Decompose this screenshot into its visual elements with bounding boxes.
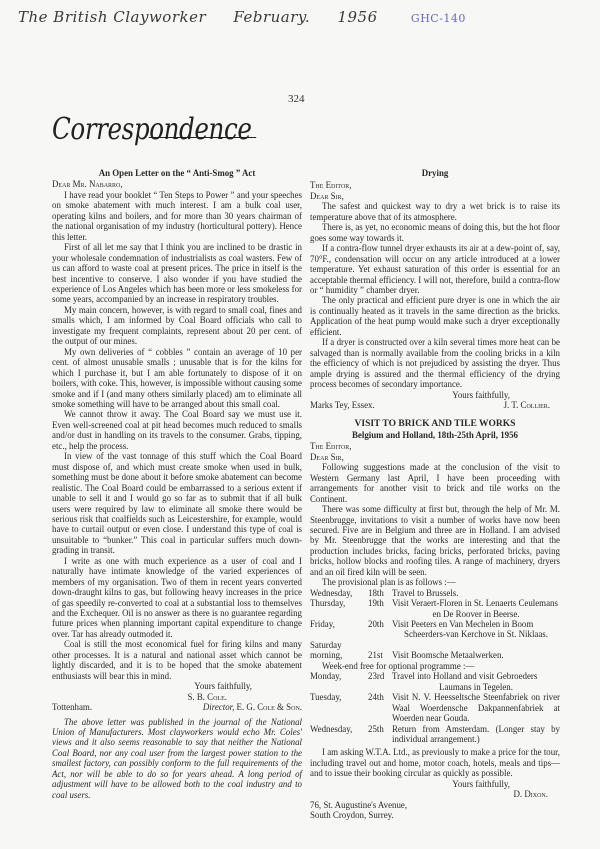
day: Wednesday, — [310, 723, 353, 734]
right-column — [310, 168, 560, 821]
handwritten-annotation — [18, 8, 488, 26]
activity — [392, 598, 560, 619]
letter3-closing: Yours faithfully, — [452, 778, 510, 789]
paragraph: I have read your booklet “ Ten Steps to Power ” and your speeches on smoke abatement with much interest. I am a bulk coal user, operating kilns and boilers, and for more than 30 years chairman of the national organisation of my industry (horticultural pottery). Hence this letter. — [52, 189, 302, 242]
letter1-place: Tottenham. — [52, 702, 93, 713]
plan-intro: The provisional plan is as follows :— — [322, 577, 456, 588]
letter3-address-line1: 76, St. Augustine's Avenue, — [310, 799, 408, 810]
date: 25th — [368, 723, 384, 734]
issue-year: 1956 — [337, 8, 378, 26]
date: 24th — [368, 692, 384, 703]
paragraph: There is, as yet, no economic means of doing this, but the hot floor goes some way towards it. — [310, 222, 560, 243]
letter2-closing: Yours faithfully, — [452, 389, 510, 400]
activity — [392, 671, 560, 692]
section-title: Correspondence — [52, 112, 252, 147]
paragraph: First of all let me say that I think you are inclined to be drastic in your wholesale condemnation of industrialists as coal wasters. Few of us can afford to waste coal at present prices. The price in itself is the best incentive to conserve. I also wonder if you have studied the experience of Los Angeles which has been more or less smokeless for some years, accompanied by an increase in respiratory troubles. — [52, 242, 302, 305]
paragraph: In view of the vast tonnage of this stuff which the Coal Board must dispose of, and which must create smoke when used in bulk, something must be done about it before smoke abatement can become realistic. The Coal Board could be embarrassed to a serious extent if unable to sell it and I would go so far as to submit that if all bulk users were required by law to eliminate all smoke there would be serious risk that coalfields such as Leicestershire, for example, would have to curtail output or even close. I understand this type of coal is unsuitable to “bunker.” This coal in particular suffers much down-grading in transit. — [52, 451, 302, 556]
letter2-signoff — [310, 400, 560, 410]
schedule-row — [310, 671, 560, 692]
date: 19th — [368, 598, 384, 609]
weekend-note: Week-end free for optional programme :— — [322, 660, 475, 671]
date: 21st — [368, 650, 383, 661]
schedule-row — [310, 619, 560, 640]
journal-name: The British Clayworker — [18, 8, 207, 26]
letter2-signature: J. T. Collier. — [503, 399, 550, 410]
paragraph: If a dryer is constructed over a kiln several times more heat can be salvaged than is normally available from the cooling bricks in a kiln the efficiency of which is not prejudiced by assisting the dryer. Thus ample drying is assured and the thermal efficiency of the drying process becomes of secondary importance. — [310, 337, 560, 390]
issue-month: February. — [233, 8, 311, 26]
editor-note-text: The above letter was published in the journal of the National Union of Manufacturers. Most clayworkers would echo Mr. Coles' views and it also seems reasonable to say that neither the National Coal Board, nor any coal user from the largest power station to the smallest factory, can possibly conform to the full requirements of the Act, nor will be able to do so for years ahead. A long period of adjustment will have to be allowed both to the coal industry and to coal users. — [52, 716, 302, 800]
day: Wednesday, — [310, 587, 353, 598]
activity: Visit N. V. Heesseltsche Steenfabriek on river Waal Woerdensche Dakpannenfabriek at Woerden near Gouda. — [392, 692, 560, 724]
paragraph: I am asking W.T.A. Ltd., as previously to make a price for the tour, including travel out and home, motor coach, hotels, meals and tips—and to issue their booking circular as quickly as possible. — [310, 747, 560, 779]
letter1-signature: S. B. Cole. — [187, 691, 227, 702]
paragraph: There was some difficulty at first but, through the help of Mr. M. Steenbrugge, invitations to visit a number of works have now been secured. Five are in Belgium and three are in Holland. I am advised by Mr. Steenbrugge that the works are interesting and that the production includes bricks, facing bricks, perforated bricks, paving bricks, hollow blocks and roofing tiles. A range of machinery, dryers and an oil fired kiln will be seen. — [310, 504, 560, 577]
letter2-salutation: Dear Sir, — [310, 190, 344, 201]
schedule-table-2 — [310, 671, 560, 744]
editor-note — [52, 717, 302, 801]
activity-text: Visit Veraert-Floren in St. Lenaerts Ceulemans — [392, 598, 558, 609]
schedule-row — [310, 588, 560, 598]
date: 18th — [368, 587, 384, 598]
day: Friday, — [310, 619, 335, 630]
letter1-signoff — [52, 702, 302, 712]
letter3-salutation: Dear Sir, — [310, 451, 344, 462]
activity-continued: en De Roover in Beerse. — [432, 608, 520, 619]
activity-continued: Laumans in Tegelen. — [439, 681, 513, 692]
letter1-heading: An Open Letter on the “ Anti-Smog ” Act — [98, 168, 256, 178]
activity-text: Travel into Holland and visit Gebroeders — [392, 671, 538, 682]
activity-continued: Scheerders-van Kerchove in St. Niklaas. — [404, 629, 548, 640]
letter3-addressee: The Editor, — [310, 441, 352, 452]
paragraph: The only practical and efficient pure dryer is one in which the air is continually heated as it travels in the same direction as the bricks. Application of the heat pump would make such a dryer exceptionally efficient. — [310, 295, 560, 337]
letter1-title — [203, 702, 302, 712]
paragraph: We cannot throw it away. The Coal Board say we must use it. Even well-screened coal at pit head becomes much reduced to smalls and/or dust in handling on its travels to the consumer. Grabs, tipping, etc., help the process. — [52, 409, 302, 451]
paragraph: Following suggestions made at the conclusion of the visit to Western Germany last April, I have been proceeding with arrangements for another visit to brick and tile works on the Continent. — [310, 462, 560, 504]
date: 20th — [368, 619, 384, 630]
left-column — [52, 168, 302, 800]
archive-reference: GHC-140 — [410, 12, 466, 25]
schedule-row — [310, 692, 560, 723]
letter3-subheading: Belgium and Holland, 18th-25th April, 1956 — [352, 429, 518, 440]
paragraph: My own deliveries of “ cobbles ” contain an average of 10 per cent. of almost unusable smalls ; unusable that is for the kilns for which I purchase it, but I am able fortunately to dispose of it on boilers, with coke. This, however, is impossible without causing some smoke and if I (and many others similarly placed) am to eliminate all smoke something will have to be arranged about this small coal. — [52, 346, 302, 409]
day: Thursday, — [310, 598, 346, 609]
date: 23rd — [368, 671, 385, 682]
schedule-table — [310, 588, 560, 661]
director-label: Director, — [202, 702, 235, 713]
letter2-place: Marks Tey, Essex. — [310, 399, 375, 410]
schedule-row — [310, 640, 560, 661]
paragraph: Coal is still the most economical fuel for firing kilns and many other processes. It is a natural and national asset which cannot be lightly discarded, and it is to be hoped that the smoke abatement enthusiasts will bear this in mind. — [52, 639, 302, 681]
paragraph: My main concern, however, is with regard to small coal, fines and smalls which, I am informed by Coal Board officials who call to investigate my frequent complaints, represent about 20 per cent. of the output of our mines. — [52, 304, 302, 347]
day: Tuesday, — [310, 692, 342, 703]
letter3-address-line2: South Croydon, Surrey. — [310, 810, 394, 821]
company-name: E. G. Cole & Son. — [236, 702, 302, 713]
page-number: 324 — [288, 93, 305, 105]
activity: Return from Amsterdam. (Longer stay by individual arrangement.) — [392, 723, 560, 745]
letter2-heading: Drying — [421, 168, 449, 178]
letter1-closing: Yours faithfully, — [194, 681, 252, 692]
letter3-signature: D. Dixon. — [513, 789, 548, 800]
letter2-addressee: The Editor, — [310, 180, 352, 191]
paragraph: The safest and quickest way to dry a wet brick is to raise its temperature above that of its atmosphere. — [310, 201, 560, 222]
activity — [392, 619, 560, 640]
day: Monday, — [310, 671, 342, 682]
activity: Visit Boomsche Metaalwerken. — [392, 650, 504, 661]
letter3-heading: VISIT TO BRICK AND TILE WORKS — [354, 419, 516, 430]
paragraph: I write as one with much experience as a user of coal and I naturally have intimate knowledge of the varied experiences of members of my organisation. Two of them in recent years converted down-draught kilns to gas, but following heavy increases in the price of gas speedily re-converted to coal at a substantial loss to themselves and the Exchequer. Oil is no answer as there is no guarantee regarding future prices when planning important capital expenditure to change over. Tar has already outmoded it. — [52, 555, 302, 639]
letter1-salutation: Dear Mr. Nabarro, — [52, 179, 123, 190]
schedule-row — [310, 724, 560, 745]
activity-text: Visit Peeters en Van Mechelen in Boom — [392, 619, 534, 630]
day: Saturday morning, — [310, 639, 343, 661]
schedule-row — [310, 598, 560, 619]
paragraph: If a contra-flow tunnel dryer exhausts its air at a dew-point of, say, 70°F., condensation will occur on any article introduced at a lower temperature. Yet exhaust saturation of this order is essential for an acceptable thermal efficiency. I will not, therefore, build a contra-flow or “ humidity ” chamber dryer. — [310, 243, 560, 295]
activity: Travel to Brussels. — [392, 587, 459, 598]
